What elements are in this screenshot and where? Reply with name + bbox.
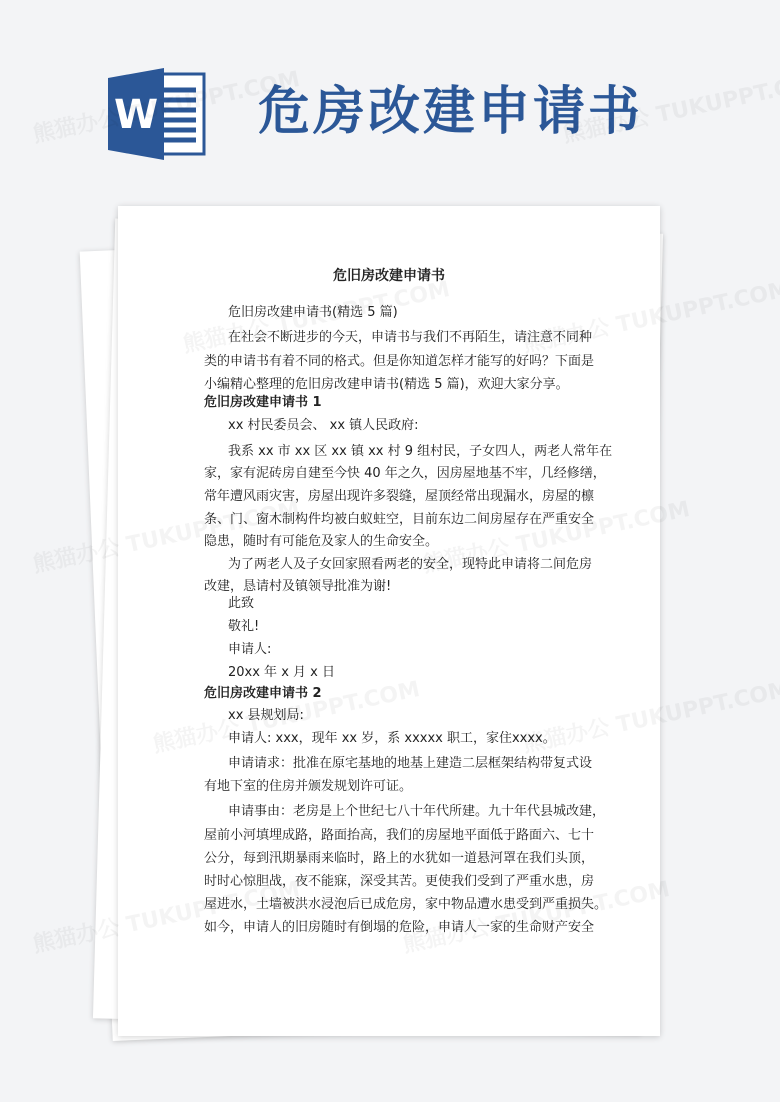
document-line: 类的申请书有着不同的格式。但是你知道怎样才能写的好吗？下面是	[204, 354, 595, 369]
document-line: 如今，申请人的旧房随时有倒塌的危险，申请人一家的生命财产安全	[204, 920, 595, 935]
document-line: 条、门、窗木制构件均被白蚁蛀空，目前东边二间房屋存在严重安全	[204, 512, 595, 527]
document-line: 时时心惊胆战，夜不能寐，深受其苦。更使我们受到了严重水患，房	[204, 874, 595, 889]
document-line: xx 村民委员会、 xx 镇人民政府:	[228, 418, 419, 433]
document-line: 申请事由：老房是上个世纪七八十年代所建。九十年代县城改建，	[228, 804, 606, 819]
document-line: 有地下室的住房并颁发规划许可证。	[204, 779, 413, 794]
word-logo-icon	[108, 68, 206, 160]
section-heading: 危旧房改建申请书 2	[204, 686, 322, 701]
document-line: 改建，恳请村及镇领导批准为谢!	[204, 579, 392, 594]
document-line: 申请请求：批准在原宅基地的地基上建造二层框架结构带复式设	[228, 756, 593, 771]
document-line: 申请人: xxx，现年 xx 岁，系 xxxxx 职工，家住xxxx。	[228, 731, 556, 746]
document-line: 申请人:	[228, 642, 272, 657]
document-line: 家，家有泥砖房自建至今快 40 年之久，因房屋地基不牢，几经修缮，	[204, 466, 606, 481]
document-line: 为了两老人及子女回家照看两老的安全，现特此申请将二间危房	[228, 557, 593, 572]
document-line: 敬礼!	[228, 619, 260, 634]
document-title: 危旧房改建申请书	[333, 268, 445, 284]
document-line: 隐患，随时有可能危及家人的生命安全。	[204, 534, 439, 549]
document-line: 危旧房改建申请书(精选 5 篇)	[228, 305, 398, 320]
section-heading: 危旧房改建申请书 1	[204, 395, 322, 410]
document-line: 20xx 年 x 月 x 日	[228, 665, 335, 680]
document-line: 屋进水，土墙被洪水浸泡后已成危房，家中物品遭水患受到严重损失。	[204, 897, 608, 912]
banner-title: 危房改建申请书	[258, 81, 644, 142]
word-logo-letter: W	[113, 92, 159, 138]
document-line: 我系 xx 市 xx 区 xx 镇 xx 村 9 组村民，子女四人，两老人常年在	[228, 444, 613, 459]
document-line: 小编精心整理的危旧房改建申请书(精选 5 篇)，欢迎大家分享。	[204, 377, 569, 392]
document-line: 常年遭风雨灾害，房屋出现许多裂缝，屋顶经常出现漏水，房屋的檩	[204, 489, 595, 504]
document-line: xx 县规划局:	[228, 708, 304, 723]
document-line: 屋前小河填埋成路，路面抬高，我们的房屋地平面低于路面六、七十	[204, 828, 595, 843]
document-line: 公分，每到汛期暴雨来临时，路上的水犹如一道悬河罩在我们头顶，	[204, 851, 595, 866]
document-line: 此致	[228, 596, 255, 611]
document-line: 在社会不断进步的今天，申请书与我们不再陌生，请注意不同种	[228, 330, 593, 345]
document-page	[118, 206, 660, 1036]
